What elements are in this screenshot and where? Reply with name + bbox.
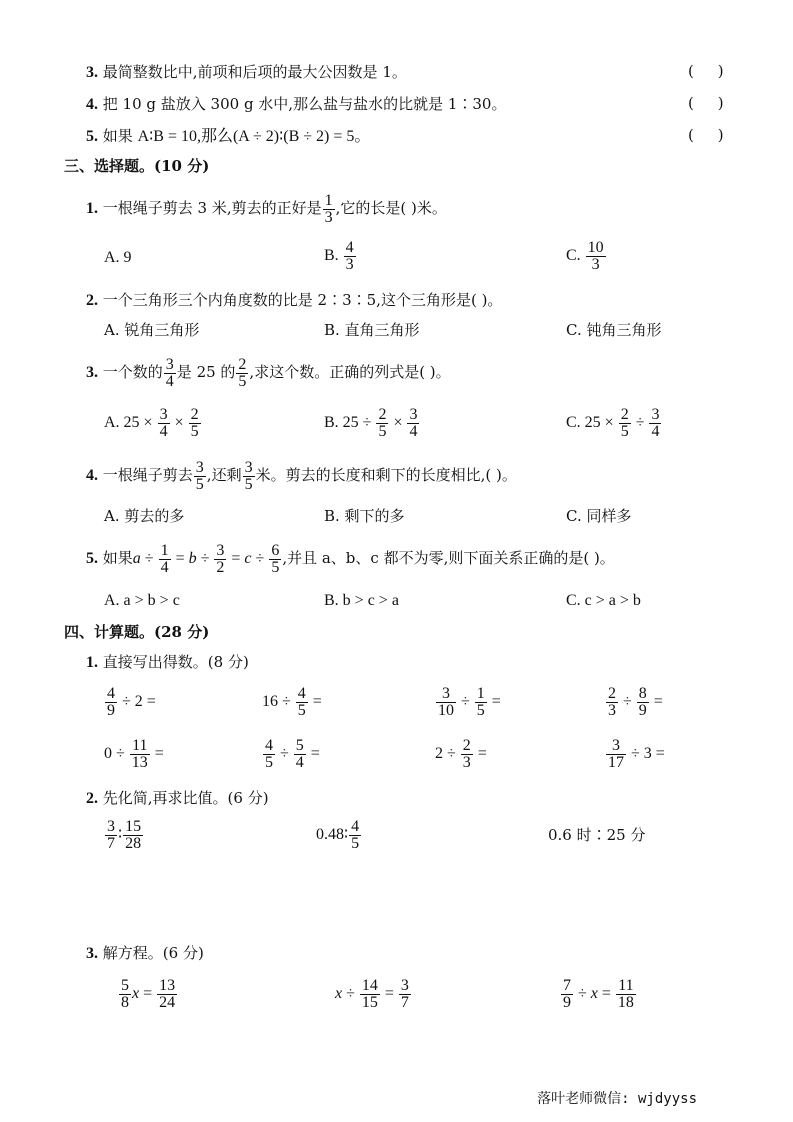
fraction: $\frac{8}{9}$ xyxy=(638,684,647,719)
fraction: $\frac{3}{4}$ xyxy=(651,405,660,440)
fraction: $\frac{3}{10}$ xyxy=(438,684,454,719)
judge-item-3: 3. 最简整数比中,前项和后项的最大公因数是 1。 xyxy=(86,63,407,81)
choice-q5-option-b[interactable]: B. b > c > a xyxy=(324,592,399,609)
calc-expr-1: $\frac{4}{9}$ ÷ 2 = xyxy=(107,684,156,719)
fraction: $\frac{3}{4}$ xyxy=(159,405,168,440)
calc-expr-3: $\frac{3}{10}$ ÷ $\frac{1}{5}$ = xyxy=(438,684,501,719)
fraction: $\frac{4}{5}$ xyxy=(351,817,360,852)
fraction: $\frac{15}{28}$ xyxy=(125,817,142,852)
fraction: $\frac{3}{5}$ xyxy=(195,458,204,493)
choice-q1-option-a[interactable]: A. 9 xyxy=(104,249,132,266)
fraction: $\frac{1}{5}$ xyxy=(476,684,485,719)
choice-q5: 5. 如果a ÷ $\frac{1}{4}$ = b ÷ $\frac{3}{2}$ = c ÷ $\frac{6}{5}$ ,并且 a、b、c 都不为零,则下面关系正确的是( )。 xyxy=(86,541,615,576)
choice-q1: 1. 一根绳子剪去 3 米,剪去的正好是 $\frac{1}{3}$ ,它的长是( )米。 xyxy=(86,191,447,226)
fraction: $\frac{4}{9}$ xyxy=(107,684,115,719)
fraction: $\frac{3}{17}$ xyxy=(608,736,624,771)
choice-heading: 三、选择题。(10 分) xyxy=(64,157,210,175)
simplify-expr-2: 0.48∶ $\frac{4}{5}$ xyxy=(316,817,360,852)
calc-expr-8: $\frac{3}{17}$ ÷ 3 = xyxy=(608,736,665,771)
fraction: $\frac{1}{4}$ xyxy=(160,541,169,576)
fraction: $\frac{2}{5}$ xyxy=(620,405,629,440)
simplify-expr-1: $\frac{3}{7}$ ∶ $\frac{15}{28}$ xyxy=(107,817,142,852)
fraction: $\frac{6}{5}$ xyxy=(271,541,280,576)
choice-q2-option-b[interactable]: B. 直角三角形 xyxy=(324,321,420,339)
choice-q1-option-b[interactable]: B. $\frac{4}{3}$ xyxy=(324,238,354,273)
judge-bracket-5[interactable]: ( ) xyxy=(688,126,724,144)
simplify-expr-3: 0.6 时∶25 分 xyxy=(548,826,646,844)
fraction: $\frac{3}{7}$ xyxy=(400,976,409,1011)
calc-part2-title: 2. 先化简,再求比值。(6 分) xyxy=(86,789,269,807)
fraction: $\frac{1}{3}$ xyxy=(324,191,333,226)
equation-1: $\frac{5}{8}$ x = $\frac{13}{24}$ xyxy=(121,976,176,1011)
fraction: $\frac{13}{24}$ xyxy=(159,976,176,1011)
choice-q4-option-a[interactable]: A. 剪去的多 xyxy=(104,507,185,525)
fraction: $\frac{2}{3}$ xyxy=(462,736,471,771)
fraction: $\frac{14}{15}$ xyxy=(361,976,378,1011)
calc-expr-2: 16 ÷ $\frac{4}{5}$ = xyxy=(262,684,322,719)
judge-item-5: 5. 如果 A∶B = 10,那么(A ÷ 2)∶(B ÷ 2) = 5。 xyxy=(86,127,371,145)
choice-q5-option-a[interactable]: A. a > b > c xyxy=(104,592,180,609)
choice-q3-option-a[interactable]: A. 25 × $\frac{3}{4}$ × $\frac{2}{5}$ xyxy=(104,405,199,440)
choice-q1-option-c[interactable]: C. $\frac{10}{3}$ xyxy=(566,238,604,273)
judge-bracket-3[interactable]: ( ) xyxy=(688,62,724,80)
equation-3: $\frac{7}{9}$ ÷ x = $\frac{11}{18}$ xyxy=(563,976,634,1011)
fraction: $\frac{3}{4}$ xyxy=(165,355,174,390)
choice-q3: 3. 一个数的 $\frac{3}{4}$ 是 25 的 $\frac{2}{5}$ ,求这个数。正确的列式是( )。 xyxy=(86,355,451,390)
calc-expr-6: $\frac{4}{5}$ ÷ $\frac{5}{4}$ = xyxy=(265,736,320,771)
fraction: $\frac{3}{4}$ xyxy=(409,405,418,440)
fraction: $\frac{2}{3}$ xyxy=(608,684,616,719)
calc-expr-7: 2 ÷ $\frac{2}{3}$ = xyxy=(435,736,487,771)
choice-q3-option-c[interactable]: C. 25 × $\frac{2}{5}$ ÷ $\frac{3}{4}$ xyxy=(566,405,660,440)
choice-q5-option-c[interactable]: C. c > a > b xyxy=(566,592,641,609)
choice-q4-option-c[interactable]: C. 同样多 xyxy=(566,507,632,525)
calc-part3-title: 3. 解方程。(6 分) xyxy=(86,944,204,962)
choice-q2: 2. 一个三角形三个内角度数的比是 2∶3∶5,这个三角形是( )。 xyxy=(86,291,503,309)
fraction: $\frac{11}{13}$ xyxy=(131,736,148,771)
calc-expr-4: $\frac{2}{3}$ ÷ $\frac{8}{9}$ = xyxy=(608,684,663,719)
fraction: $\frac{4}{5}$ xyxy=(297,684,306,719)
calc-heading: 四、计算题。(28 分) xyxy=(64,623,210,641)
fraction: $\frac{4}{5}$ xyxy=(265,736,273,771)
fraction: $\frac{10}{3}$ xyxy=(587,238,604,273)
judge-item-4: 4. 把 10 g 盐放入 300 g 水中,那么盐与盐水的比就是 1∶30。 xyxy=(86,95,507,113)
fraction: $\frac{5}{4}$ xyxy=(295,736,304,771)
fraction: $\frac{3}{5}$ xyxy=(244,458,253,493)
choice-q2-option-c[interactable]: C. 钝角三角形 xyxy=(566,321,662,339)
fraction: $\frac{2}{5}$ xyxy=(190,405,199,440)
calc-expr-5: 0 ÷ $\frac{11}{13}$ = xyxy=(104,736,164,771)
fraction: $\frac{2}{5}$ xyxy=(238,355,247,390)
fraction: $\frac{2}{5}$ xyxy=(378,405,387,440)
fraction: $\frac{3}{2}$ xyxy=(216,541,225,576)
fraction: $\frac{11}{18}$ xyxy=(617,976,634,1011)
judge-bracket-4[interactable]: ( ) xyxy=(688,94,724,112)
fraction: $\frac{7}{9}$ xyxy=(563,976,571,1011)
footer-contact: 落叶老师微信: wjdyyss xyxy=(537,1091,697,1107)
choice-q4-option-b[interactable]: B. 剩下的多 xyxy=(324,507,405,525)
choice-q2-option-a[interactable]: A. 锐角三角形 xyxy=(104,321,200,339)
calc-part1-title: 1. 直接写出得数。(8 分) xyxy=(86,653,249,671)
fraction: $\frac{3}{7}$ xyxy=(107,817,115,852)
choice-q4: 4. 一根绳子剪去 $\frac{3}{5}$ ,还剩 $\frac{3}{5}$ 米。剪去的长度和剩下的长度相比,( )。 xyxy=(86,458,517,493)
fraction: $\frac{5}{8}$ xyxy=(121,976,129,1011)
fraction: $\frac{4}{3}$ xyxy=(345,238,354,273)
choice-q3-option-b[interactable]: B. 25 ÷ $\frac{2}{5}$ × $\frac{3}{4}$ xyxy=(324,405,418,440)
equation-2: x ÷ $\frac{14}{15}$ = $\frac{3}{7}$ xyxy=(335,976,409,1011)
